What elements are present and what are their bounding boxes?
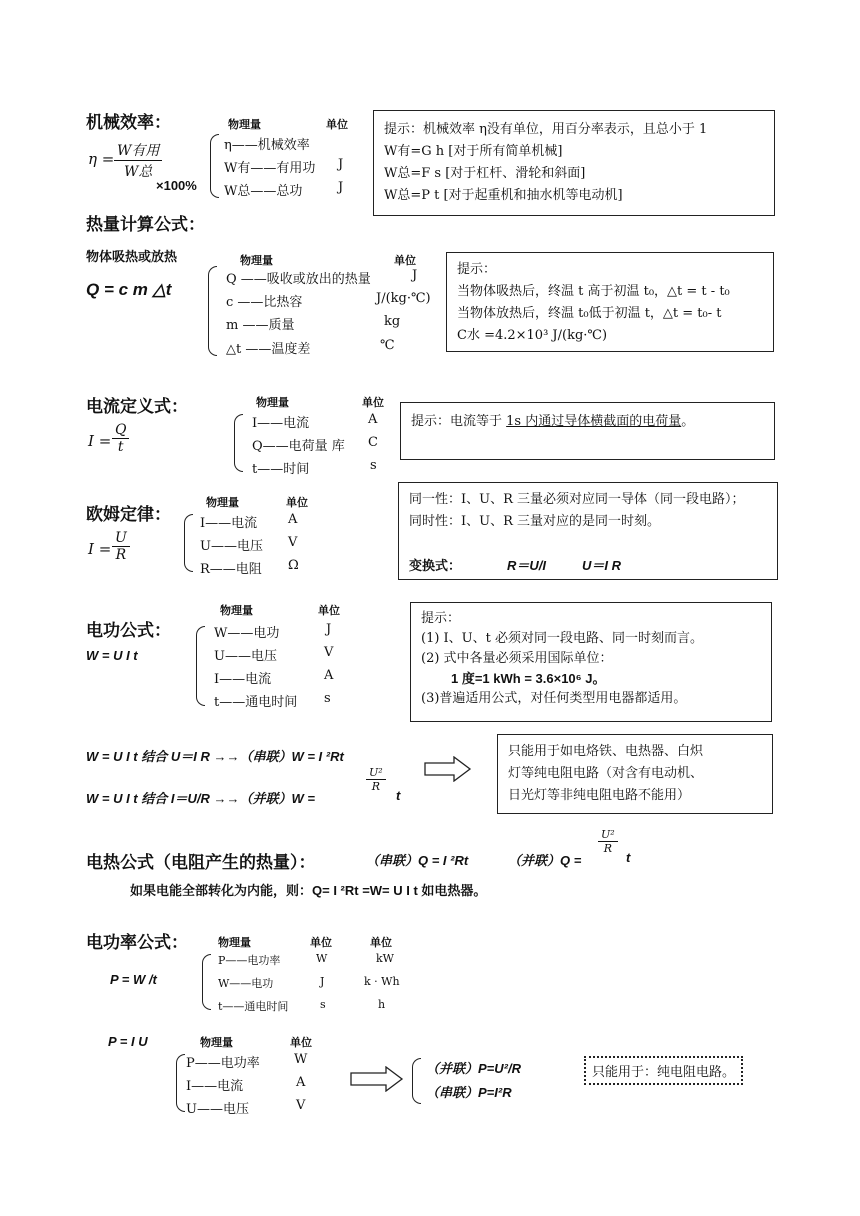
tip-line: 当物体吸热后，终温 t 高于初温 t₀，△t = t - t₀ [457, 284, 730, 299]
unit-cell: W [294, 1052, 308, 1067]
section-title-work: 电功公式： [86, 621, 171, 641]
header-quantity: 物理量 [240, 255, 273, 267]
unit-cell: A [368, 412, 378, 427]
var-row: I——电流 [252, 416, 310, 431]
tip-text: 。 [681, 414, 695, 429]
unit-cell: A [324, 668, 334, 683]
unit-cell: J/(kg·℃) [376, 291, 431, 306]
brace [208, 266, 217, 356]
note-line: 灯等纯电阻电路（对含有电动机、 [508, 766, 704, 781]
section-title-joule: 电热公式（电阻产生的热量）： [86, 853, 316, 873]
variant-r: R＝U/I [507, 558, 547, 573]
times-100: ×100% [156, 178, 197, 193]
tip-line: 提示：机械效率 η没有单位，用百分率表示，且总小于 1 [384, 122, 708, 137]
parallel-tail: t [396, 788, 401, 803]
unit-cell: V [288, 535, 298, 550]
power-formula: P = W /t [110, 972, 157, 987]
fraction-numerator: U² [598, 828, 618, 842]
var-row: W总——总功 [224, 184, 303, 199]
header-unit: 单位 [286, 497, 308, 509]
ohm-lhs: I = [88, 540, 112, 558]
series-derivation: W = U I t 结合 U＝I R →→（串联）W = I ²Rt [86, 749, 344, 764]
section-title-current: 电流定义式： [86, 397, 188, 417]
tip-line: (2) 式中各量必须采用国际单位： [421, 651, 613, 666]
brace [412, 1058, 421, 1104]
note-box-work [497, 734, 773, 814]
header-unit: 单位 [290, 1037, 312, 1049]
brace [196, 626, 205, 706]
tip-underlined: 1s 内通过导体横截面的电荷量 [506, 414, 682, 429]
joule-tail: t [626, 850, 631, 865]
var-row: c ——比热容 [226, 295, 303, 310]
header-unit: 单位 [318, 605, 340, 617]
var-row: U——电压 [200, 539, 263, 554]
tip-line: C水 =4.2×10³ J/(kg·℃) [457, 328, 608, 343]
unit-cell: J [338, 157, 344, 172]
var-row: t——通电时间 [214, 695, 298, 710]
header-unit: 单位 [326, 119, 348, 131]
unit-cell: J [338, 180, 344, 195]
tip-line: (1) I、U、t 必须对同一段电路、同一时刻而言。 [421, 631, 703, 646]
var-row: △t ——温度差 [226, 342, 311, 357]
unit-cell: J [326, 622, 332, 637]
fraction-numerator: U² [366, 766, 386, 780]
brace [184, 514, 193, 572]
unit-cell: A [288, 512, 298, 527]
var-row: Q ——吸收或放出的热量 [226, 272, 371, 287]
current-lhs: I = [88, 432, 112, 450]
pure-resistance-note: 只能用于：纯电阻电路。 [584, 1056, 743, 1085]
var-row: W——电功 [218, 977, 274, 990]
variant-label: 变换式： [409, 558, 462, 573]
heat-formula: Q = c m △t [86, 280, 172, 299]
header-unit: 单位 [370, 937, 392, 949]
var-row: η——机械效率 [224, 138, 310, 153]
var-row: t——通电时间 [218, 1000, 289, 1013]
eta-lhs: η = [88, 150, 115, 168]
brace [210, 134, 219, 198]
tip-line: 当物体放热后，终温 t₀低于初温 t，△t = t₀- t [457, 306, 722, 321]
parallel-fraction [366, 766, 386, 793]
hollow-arrow-icon [424, 756, 472, 782]
var-row: U——电压 [186, 1102, 249, 1117]
tip-text: 提示：电流等于 [411, 414, 507, 429]
note-line: 只能用于如电烙铁、电热器、白炽 [508, 744, 704, 759]
tip-line: 提示： [457, 262, 497, 277]
tip-box-ohm [398, 482, 778, 580]
tip-box-current [400, 402, 775, 460]
var-row: R——电阻 [200, 562, 262, 577]
tip-box-work [410, 602, 772, 722]
efficiency-fraction [114, 140, 162, 181]
var-row: P——电功率 [186, 1056, 260, 1071]
fraction-denominator: R [603, 842, 612, 855]
unit-cell: kg [384, 314, 401, 329]
tip-line: 提示： [421, 611, 461, 626]
unit-cell: W [316, 952, 328, 965]
tip-line: (3)普遍适用公式，对任何类型用电器都适用。 [421, 691, 687, 706]
work-formula: W = U I t [86, 648, 138, 663]
tip-line: W总=P t [对于起重机和抽水机等电动机] [384, 188, 623, 203]
var-row: Q——电荷量 库 [252, 439, 345, 454]
fraction-numerator: Q [112, 422, 129, 439]
brace [176, 1054, 185, 1112]
tip-box-mech [373, 110, 775, 216]
joule-fraction [598, 828, 618, 855]
unit-cell: s [370, 458, 377, 473]
unit-cell: h [378, 998, 386, 1011]
header-quantity: 物理量 [206, 497, 239, 509]
header-quantity: 物理量 [228, 119, 261, 131]
var-row: m ——质量 [226, 318, 295, 333]
tip-line: 同时性：I、U、R 三量对应的是同一时刻。 [409, 514, 661, 529]
header-unit: 单位 [310, 937, 332, 949]
var-row: I——电流 [186, 1079, 244, 1094]
unit-cell: kW [376, 952, 394, 965]
section-title-ohm: 欧姆定律： [86, 505, 171, 525]
tip-line: 同一性：I、U、R 三量必须对应同一导体（同一段电路）； [409, 492, 745, 507]
tip-line: W有=G h [对于所有简单机械] [384, 144, 563, 159]
power2-formula: P = I U [108, 1034, 148, 1049]
current-fraction [112, 422, 129, 455]
heat-subtitle: 物体吸热或放热 [86, 249, 178, 264]
fraction-denominator: R [115, 547, 127, 563]
var-row: t——时间 [252, 462, 310, 477]
unit-cell: s [320, 998, 326, 1011]
header-quantity: 物理量 [256, 397, 289, 409]
fraction-denominator: W总 [124, 164, 153, 180]
unit-cell: V [324, 645, 334, 660]
var-row: I——电流 [200, 516, 258, 531]
section-title-mech-efficiency: 机械效率： [86, 113, 171, 133]
tip-line: 1 度=1 kWh = 3.6×10⁶ J。 [451, 671, 606, 686]
header-quantity: 物理量 [218, 937, 251, 949]
tip-line: W总=F s [对于杠杆、滑轮和斜面] [384, 166, 586, 181]
header-quantity: 物理量 [220, 605, 253, 617]
unit-cell: Ω [288, 558, 299, 573]
section-title-heat: 热量计算公式： [86, 215, 205, 235]
note-line: 日光灯等非纯电阻电路不能用） [508, 788, 691, 803]
joule-series: （串联）Q = I ²Rt [366, 853, 469, 868]
fraction-numerator: W有用 [114, 140, 162, 161]
unit-cell: k · Wh [364, 975, 400, 988]
header-unit: 单位 [394, 255, 416, 267]
joule-parallel: （并联）Q = [508, 853, 582, 868]
unit-cell: J [412, 268, 418, 283]
unit-cell: ℃ [380, 338, 395, 353]
header-quantity: 物理量 [200, 1037, 233, 1049]
power-parallel: （并联）P=U²/R [426, 1061, 521, 1076]
unit-cell: s [324, 691, 331, 706]
variant-u: U＝I R [582, 558, 622, 573]
parallel-derivation: W = U I t 结合 I＝U/R →→（并联）W = [86, 791, 315, 806]
unit-cell: J [320, 975, 325, 988]
fraction-denominator: t [117, 439, 124, 455]
header-unit: 单位 [362, 397, 384, 409]
var-row: U——电压 [214, 649, 277, 664]
fraction-denominator: R [371, 780, 380, 793]
var-row: W——电功 [214, 626, 280, 641]
brace [202, 954, 211, 1010]
power-series: （串联）P=I²R [426, 1085, 512, 1100]
joule-note: 如果电能全部转化为内能，则：Q= I ²Rt =W= U I t 如电热器。 [130, 883, 487, 898]
tip-box-heat [446, 252, 774, 352]
section-title-power: 电功率公式： [86, 933, 188, 953]
hollow-arrow-icon [350, 1066, 404, 1092]
unit-cell: V [296, 1098, 306, 1113]
brace [234, 414, 243, 472]
var-row: I——电流 [214, 672, 272, 687]
var-row: P——电功率 [218, 954, 281, 967]
var-row: W有——有用功 [224, 161, 316, 176]
unit-cell: A [296, 1075, 306, 1090]
fraction-numerator: U [112, 530, 130, 547]
ohm-fraction [112, 530, 130, 563]
unit-cell: C [368, 435, 378, 450]
